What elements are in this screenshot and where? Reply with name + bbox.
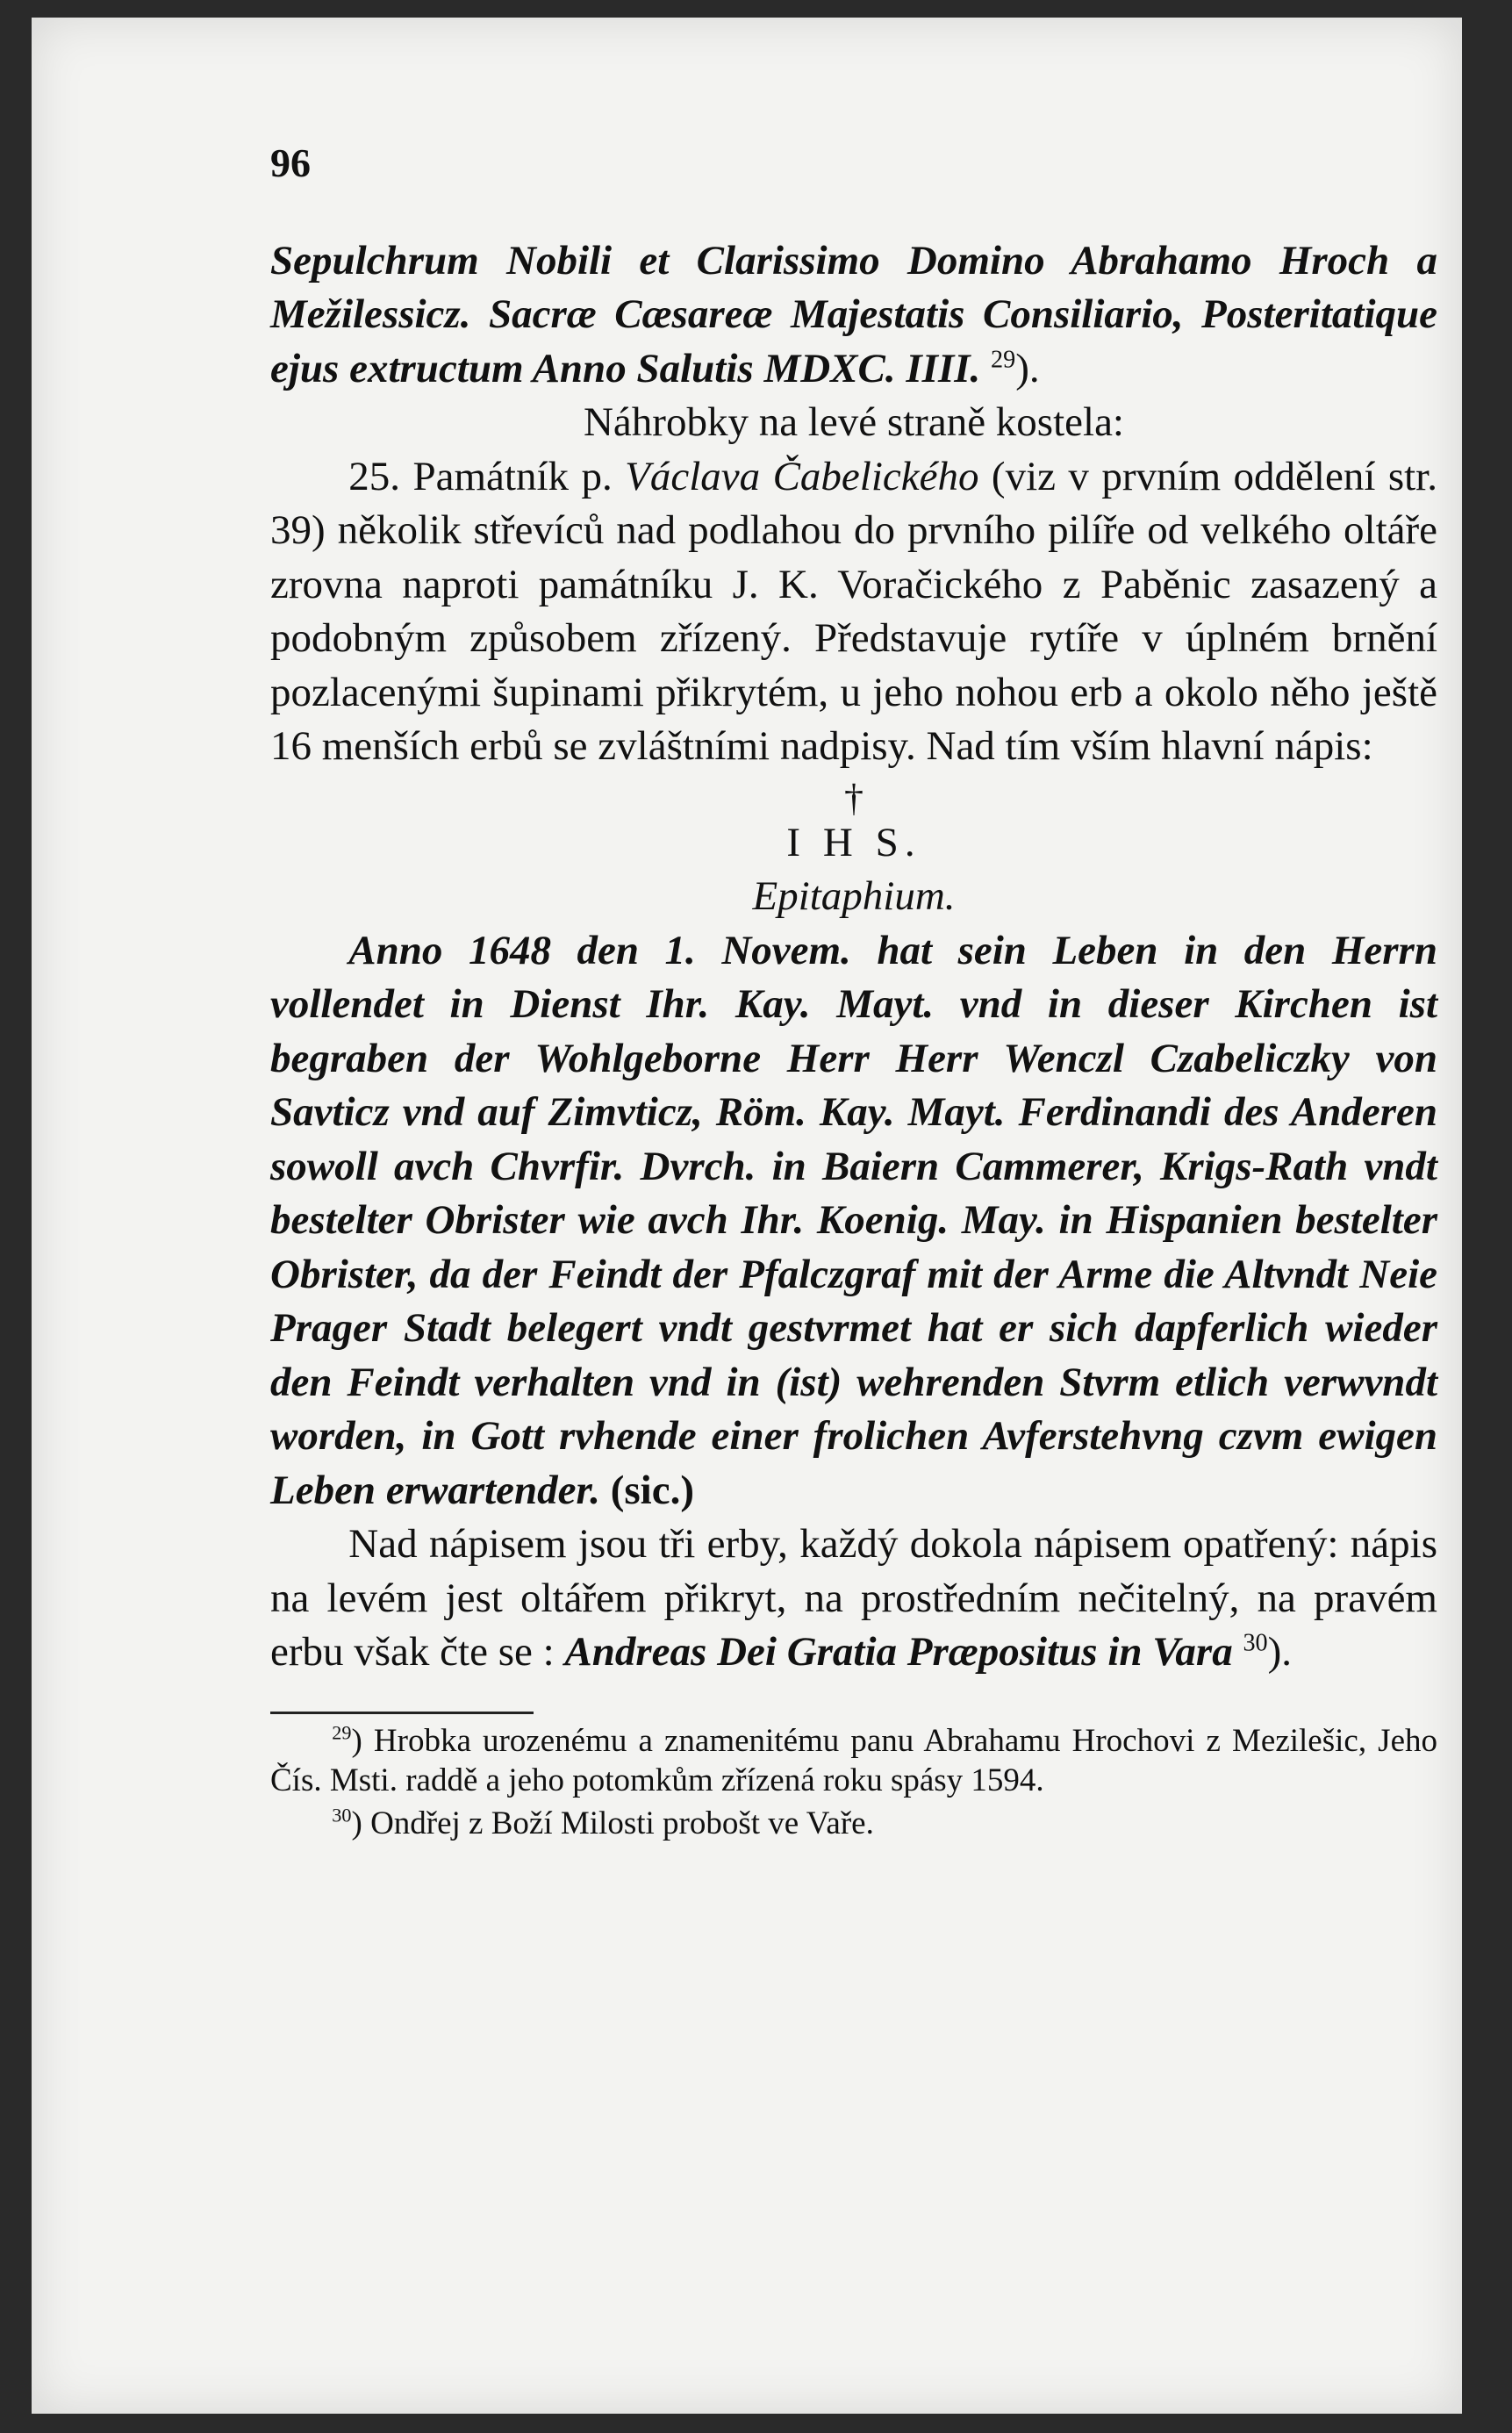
closing-paragraph — [270, 1518, 1437, 1680]
footnote-ref-30: 30 — [1243, 1629, 1268, 1657]
footnote-bracket: ) — [351, 1805, 362, 1841]
closing-latin: Andreas Dei Gratia Præpositus in Vara — [564, 1629, 1233, 1675]
footnotes — [270, 1721, 1437, 1843]
footnote-ref-29: 29 — [991, 345, 1016, 373]
item-name: Václava Čabelického — [625, 453, 979, 499]
footnote-30 — [270, 1804, 1437, 1843]
footnote-bracket: ) — [351, 1722, 362, 1759]
epitaph-title: Epitaphium. — [752, 873, 956, 919]
epitaph-text: Anno 1648 den 1. Novem. hat sein Leben in den Herrn vollendet in Dienst Ihr. Kay. Mayt. vnd in dieser Kirchen ist begraben der Wohlgeborne Herr Herr Wenczl Czabeliczky von Savticz vnd auf Zimvticz, Röm. Kay. Mayt. Ferdinandi des Anderen sowoll avch Chvrfir. Dvrch. in Baiern Cammerer, Krigs-Rath vndt bestelter Obrister wie avch Ihr. Koenig. May. in Hispanien bestelter Obrister, da der Feindt der Pfalczgraf mit der Arme die Altvndt Neie Prager Stadt belegert vndt gestvrmet hat er sich dapferlich wieder den Feindt verhalten vnd in (ist) wehrenden Stvrm etlich verwvndt worden, in Gott rvhende einer frolichen Avferstehvng czvm ewigen Leben erwartender. — [270, 927, 1437, 1513]
epitaph-sic: (sic.) — [610, 1467, 694, 1513]
footnote-number: 30 — [332, 1804, 352, 1827]
item-paragraph — [270, 450, 1437, 774]
closing-text: Nad nápisem jsou tři erby, každý dokola nápisem opatřený: nápis na levém jest oltářem přikryt, na prostředním nečitelný, na pravém erbu však čte se : — [270, 1521, 1437, 1675]
closing-tail: ). — [1267, 1629, 1293, 1675]
ihs-monogram: I H S. — [786, 819, 921, 865]
page-content — [270, 136, 1437, 1847]
inscription-tail: ). — [1015, 345, 1040, 391]
section-heading: Náhrobky na levé straně kostela: — [583, 399, 1124, 445]
epitaph-paragraph — [270, 924, 1437, 1518]
footnote-number: 29 — [332, 1721, 352, 1744]
book-page — [32, 18, 1462, 2414]
footnote-text: Hrobka urozenému a znamenitému panu Abrahamu Hrochovi z Mezilešic, Jeho Čís. Msti. raddě a jeho potomkům zřízená roku spásy 1594. — [270, 1722, 1437, 1798]
latin-inscription: Sepulchrum Nobili et Clarissimo Domino Abrahamo Hroch a Mežilessicz. Sacræ Cæsareæ Majestatis Consiliario, Posteritatique ejus extructum Anno Salutis MDXC. IIII. — [270, 237, 1437, 391]
page-number: 96 — [270, 140, 311, 185]
latin-inscription-paragraph — [270, 234, 1437, 397]
item-text: (viz v prvním oddělení str. 39) několik střevíců nad podlahou do prvního pilíře od velkého oltáře zrovna naproti památníku J. K. Voračického z Paběnic zasazený a podobným způsobem zřízený. Představuje rytíře v úplném brnění pozlacenými šupinami přikrytém, u jeho nohou erb a okolo něho ještě 16 menších erbů se zvláštními nadpisy. Nad tím vším hlavní nápis: — [270, 453, 1437, 769]
footnote-29 — [270, 1721, 1437, 1800]
cross-symbol: † — [844, 776, 863, 820]
footnote-divider — [270, 1712, 534, 1714]
footnote-text: Ondřej z Boží Milosti probošt ve Vaře. — [370, 1805, 874, 1841]
item-start: 25. Památník p. — [348, 453, 613, 499]
